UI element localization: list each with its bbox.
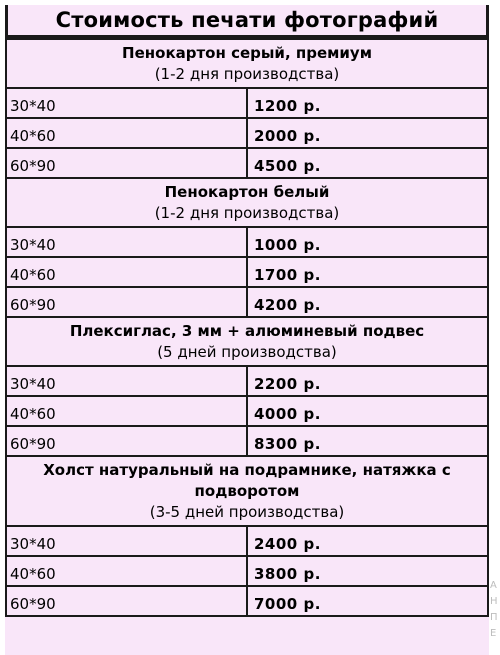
- section-header-row: [6, 317, 488, 366]
- price-cell: 1200 р.: [247, 88, 488, 118]
- production-time: (1-2 дня производства): [154, 65, 340, 83]
- price-cell: 1700 р.: [247, 257, 488, 287]
- section-header: [6, 456, 488, 526]
- page-title: Стоимость печати фотографий: [5, 5, 489, 38]
- edge-mark-letter: П: [490, 612, 498, 623]
- section-title: Пенокартон серый, премиум: [122, 44, 372, 62]
- size-cell: 30*40: [6, 227, 247, 257]
- section-title: Плексиглас, 3 мм + алюминевый подвес: [69, 322, 425, 340]
- edge-mark-letter: Е: [490, 628, 497, 639]
- section-title: Пенокартон белый: [164, 183, 330, 201]
- section-header-row: [6, 39, 488, 88]
- size-cell: 40*60: [6, 257, 247, 287]
- section-header-row: [6, 178, 488, 227]
- size-cell: 60*90: [6, 426, 247, 456]
- size-cell: 40*60: [6, 556, 247, 586]
- price-cell: 8300 р.: [247, 426, 488, 456]
- section-header: [6, 178, 488, 227]
- size-cell: 60*90: [6, 586, 247, 616]
- table-row: [6, 287, 488, 317]
- production-time: (3-5 дней производства): [149, 503, 345, 521]
- price-cell: 7000 р.: [247, 586, 488, 616]
- table-row: [6, 556, 488, 586]
- size-cell: 30*40: [6, 366, 247, 396]
- section-title: Холст натуральный на подрамнике, натяжка с подворотом: [43, 461, 451, 500]
- price-list: [5, 5, 489, 655]
- table-row: [6, 426, 488, 456]
- size-cell: 40*60: [6, 396, 247, 426]
- table-row: [6, 526, 488, 556]
- size-cell: 30*40: [6, 88, 247, 118]
- section-header-row: [6, 456, 488, 526]
- table-row: [6, 396, 488, 426]
- price-cell: 3800 р.: [247, 556, 488, 586]
- table-row: [6, 88, 488, 118]
- section-header: [6, 39, 488, 88]
- size-cell: 40*60: [6, 118, 247, 148]
- edge-mark-letter: А: [490, 580, 497, 591]
- price-cell: 2200 р.: [247, 366, 488, 396]
- table-row: [6, 227, 488, 257]
- price-cell: 2400 р.: [247, 526, 488, 556]
- size-cell: 60*90: [6, 287, 247, 317]
- production-time: (1-2 дня производства): [154, 204, 340, 222]
- price-cell: 2000 р.: [247, 118, 488, 148]
- price-table: [5, 38, 489, 617]
- production-time: (5 дней производства): [157, 343, 337, 361]
- price-cell: 4500 р.: [247, 148, 488, 178]
- table-row: [6, 148, 488, 178]
- size-cell: 30*40: [6, 526, 247, 556]
- price-cell: 4200 р.: [247, 287, 488, 317]
- table-row: [6, 366, 488, 396]
- edge-watermark: [490, 578, 499, 642]
- size-cell: 60*90: [6, 148, 247, 178]
- edge-mark-letter: Н: [490, 596, 498, 607]
- price-cell: 1000 р.: [247, 227, 488, 257]
- table-row: [6, 118, 488, 148]
- table-row: [6, 257, 488, 287]
- price-cell: 4000 р.: [247, 396, 488, 426]
- section-header: [6, 317, 488, 366]
- table-row: [6, 586, 488, 616]
